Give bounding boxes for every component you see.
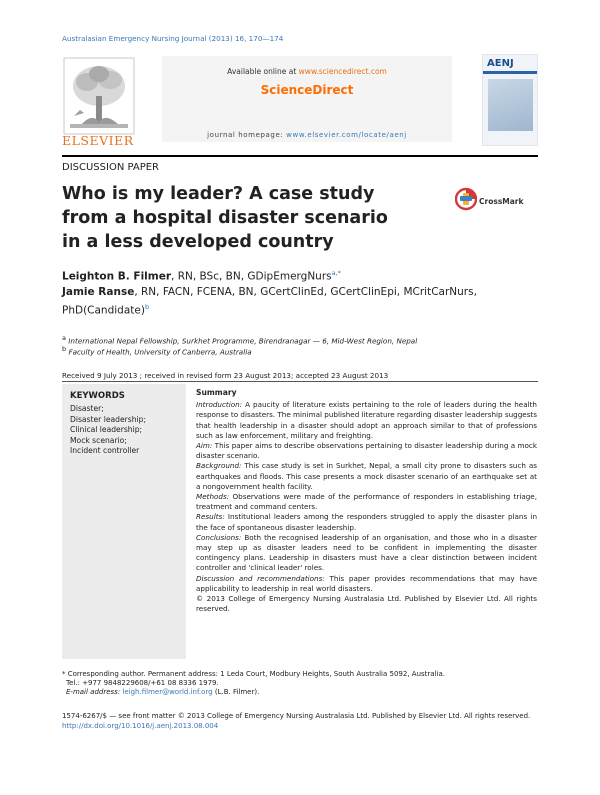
footnote-address: * Corresponding author. Permanent address: 1 Leda Court, Modbury Heights, South Australia 5092, Australia. xyxy=(62,670,445,678)
article-footer xyxy=(62,712,538,731)
sciencedirect-panel xyxy=(162,56,452,142)
author-name[interactable]: Jamie Ranse xyxy=(62,285,135,298)
journal-homepage-line xyxy=(162,131,452,139)
abstract-section xyxy=(196,512,537,532)
footnote-email-line xyxy=(62,688,532,697)
abstract-section-text: This case study is set in Surkhet, Nepal, a small city prone to disasters such as earthquakes and floods. This case presents a mock disaster scenario of an earthquake set at a nongovernment health facility. xyxy=(196,461,537,491)
abstract-section xyxy=(196,533,537,574)
keyword-item: Disaster; xyxy=(70,404,104,413)
available-online-line xyxy=(162,67,452,76)
abstract-divider xyxy=(62,381,538,382)
cover-band xyxy=(483,71,537,74)
journal-header xyxy=(62,50,538,152)
corresponding-author-footnote xyxy=(62,670,532,698)
abstract-section xyxy=(196,441,537,461)
crossmark-icon[interactable] xyxy=(455,187,477,211)
abstract xyxy=(196,388,537,614)
author-1 xyxy=(62,266,532,285)
author-affiliation-mark[interactable]: b xyxy=(144,302,150,311)
abstract-section-label: Results: xyxy=(196,512,225,522)
abstract-section-text: Both the recognised leadership of an organisation, and those who in a disaster may step up as disaster leaders need to be confident in implementing the disaster contingency plans. Leadership in disasters must have a clear distinction between incident controller and 'clinical leader' roles. xyxy=(196,532,537,573)
abstract-section xyxy=(196,492,537,512)
journal-homepage-link[interactable]: www.elsevier.com/locate/aenj xyxy=(286,131,407,139)
abstract-section-label: Discussion and recommendations: xyxy=(196,573,325,583)
abstract-section-label: Methods: xyxy=(196,492,230,502)
abstract-section-label: Aim: xyxy=(196,441,213,451)
received-dates: Received 9 July 2013 ; received in revised form 23 August 2013; accepted 23 August 2013 xyxy=(62,371,389,380)
keyword-item: Mock scenario; xyxy=(70,435,127,445)
affiliation-text: International Nepal Fellowship, Surkhet Programme, Birendranagar — 6, Mid-West Region, Nepal xyxy=(68,336,418,346)
journal-homepage-label: journal homepage: xyxy=(207,131,287,139)
email-owner: (L.B. Filmer). xyxy=(212,688,260,697)
footnote-phone: Tel.: +977 9848229608/+61 08 8336 1979. xyxy=(66,679,219,688)
keywords-title: KEYWORDS xyxy=(70,391,125,401)
affiliation-text: Faculty of Health, University of Canberra, Australia xyxy=(68,347,252,357)
abstract-section-text: Institutional leaders among the responders struggled to apply the disaster plans in the face of spontaneous disaster leadership. xyxy=(196,512,537,532)
sciencedirect-logo[interactable]: ScienceDirect xyxy=(260,83,354,97)
abstract-section-label: Conclusions: xyxy=(196,532,242,542)
abstract-section xyxy=(196,400,537,441)
abstract-section-text: A paucity of literature exists pertaining to the role of leaders during the health response to disasters. The minimal published literature regarding disaster leadership suggests that health leadership in a disaster should adopt an approach similar to that of professions such as law enforcement, military and freighting. xyxy=(196,400,537,440)
journal-reference[interactable]: Australasian Emergency Nursing Journal (2013) 16, 170—174 xyxy=(62,34,284,43)
email-link[interactable]: leigh.filmer@world.inf.org xyxy=(122,688,213,697)
keywords-panel xyxy=(62,384,186,659)
header-divider xyxy=(62,155,538,157)
author-credentials: , RN, BSc, BN, GDipEmergNurs xyxy=(171,270,332,283)
crossmark-label[interactable]: CrossMark xyxy=(479,197,524,206)
affiliation-a xyxy=(62,334,417,345)
cover-image xyxy=(488,79,533,131)
sciencedirect-link[interactable]: www.sciencedirect.com xyxy=(298,67,387,76)
author-list xyxy=(62,266,532,318)
abstract-section xyxy=(196,461,537,492)
article-type-label: DISCUSSION PAPER xyxy=(62,162,160,173)
abstract-heading: Summary xyxy=(196,388,237,397)
elsevier-wordmark: ELSEVIER xyxy=(62,133,134,148)
issn-copyright-line: 1574-6267/$ — see front matter © 2013 College of Emergency Nursing Australasia Ltd. Published by Elsevier Ltd. All rights reserved. xyxy=(62,712,531,720)
keyword-item: Clinical leadership; xyxy=(70,425,143,434)
abstract-section-text: Observations were made of the performance of responders in establishing triage, treatment and command centers. xyxy=(196,492,537,512)
author-credentials: , RN, FACN, FCENA, BN, GCertClinEd, GCertClinEpi, MCritCarNurs, PhD(Candidate) xyxy=(62,285,477,316)
author-2 xyxy=(62,285,532,319)
article-title: Who is my leader? A case study from a hospital disaster scenario in a less developed country xyxy=(62,184,388,252)
abstract-section-text: This paper provides recommendations that may have applicability to leadership in real world disasters. xyxy=(196,573,537,593)
affiliation-b xyxy=(62,345,252,356)
keyword-item: Disaster leadership; xyxy=(70,414,147,424)
abstract-section-label: Introduction: xyxy=(196,400,243,410)
journal-cover-thumbnail xyxy=(482,54,538,146)
abstract-section-label: Background: xyxy=(196,461,242,471)
journal-cover-title: AENJ xyxy=(487,58,514,69)
author-name[interactable]: Leighton B. Filmer xyxy=(62,270,172,283)
email-label: E-mail address: xyxy=(66,688,123,697)
copyright-line: © 2013 College of Emergency Nursing Australasia Ltd. Published by Elsevier Ltd. All rights reserved. xyxy=(196,594,537,614)
keywords-list xyxy=(70,404,146,457)
abstract-section xyxy=(196,574,537,594)
available-online-label: Available online at xyxy=(227,67,299,76)
affiliation-mark: a xyxy=(62,334,66,342)
affiliation-mark: b xyxy=(62,345,67,353)
abstract-section-text: This paper aims to describe observations pertaining to disaster leadership during a mock disaster scenario. xyxy=(196,441,537,461)
keyword-item: Incident controller xyxy=(70,446,140,455)
doi-link[interactable]: http://dx.doi.org/10.1016/j.aenj.2013.08.004 xyxy=(62,721,219,730)
elsevier-tree-logo xyxy=(62,56,136,142)
author-affiliation-mark[interactable]: a,* xyxy=(331,269,341,277)
